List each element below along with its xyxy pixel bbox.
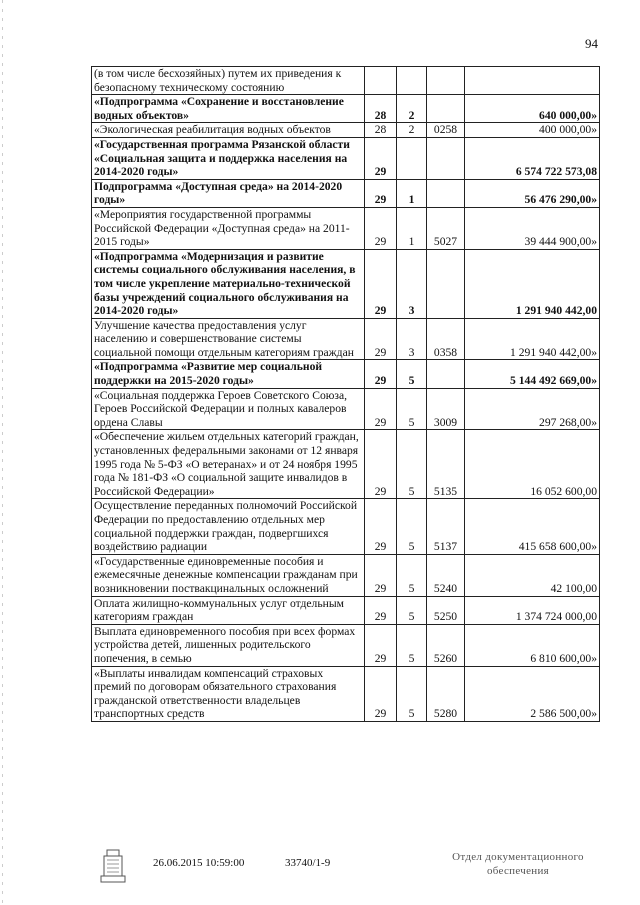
row-code: [427, 249, 465, 318]
row-amount: 1 291 940 442,00: [465, 249, 600, 318]
row-name: «Подпрограмма «Модернизация и развитие системы социального обслуживания населения, в том числе укрепление материально-технической базы учреждений социального обслуживания на 2014-2020 годы»: [92, 249, 365, 318]
row-chapter: 29: [365, 137, 397, 179]
row-chapter: 29: [365, 318, 397, 360]
row-code: 0358: [427, 318, 465, 360]
row-subprogram: 1: [397, 207, 427, 249]
row-subprogram: 2: [397, 95, 427, 123]
row-chapter: 29: [365, 360, 397, 388]
row-code: 5250: [427, 596, 465, 624]
row-name: Подпрограмма «Доступная среда» на 2014-2020 годы»: [92, 179, 365, 207]
table-row: [92, 137, 600, 179]
footer-datetime: 26.06.2015 10:59:00: [153, 857, 245, 869]
table-row: [92, 95, 600, 123]
table-row: [92, 554, 600, 596]
table-row: [92, 123, 600, 138]
row-amount: [465, 67, 600, 95]
row-code: 5135: [427, 430, 465, 499]
row-name: «Подпрограмма «Развитие мер социальной поддержки на 2015-2020 годы»: [92, 360, 365, 388]
row-subprogram: 3: [397, 318, 427, 360]
table-row: [92, 666, 600, 721]
row-subprogram: [397, 137, 427, 179]
row-chapter: 29: [365, 554, 397, 596]
row-code: 0258: [427, 123, 465, 138]
row-name: «Государственная программа Рязанской области «Социальная защита и поддержка населения на 2014-2020 годы»: [92, 137, 365, 179]
scan-margin: [2, 0, 3, 905]
row-name: Улучшение качества предоставления услуг населению и совершенствование системы социальной помощи отдельным категориям граждан: [92, 318, 365, 360]
row-code: 3009: [427, 388, 465, 430]
row-subprogram: 5: [397, 360, 427, 388]
row-name: «Выплаты инвалидам компенсаций страховых премий по договорам обязательного страхования гражданской ответственности владельцев транспортных средств: [92, 666, 365, 721]
row-subprogram: 5: [397, 666, 427, 721]
row-name: «Обеспечение жильем отдельных категорий граждан, установленных федеральными законами от 12 января 1995 года № 5-ФЗ «О ветеранах» и от 24 ноября 1995 года № 181-ФЗ «О социальной защите инвалидов в Российской Федерации»: [92, 430, 365, 499]
row-amount: 16 052 600,00: [465, 430, 600, 499]
row-amount: 42 100,00: [465, 554, 600, 596]
row-subprogram: 1: [397, 179, 427, 207]
row-name: «Подпрограмма «Сохранение и восстановление водных объектов»: [92, 95, 365, 123]
row-code: 5137: [427, 499, 465, 554]
page-number: 94: [585, 36, 598, 51]
row-subprogram: 5: [397, 499, 427, 554]
row-amount: 56 476 290,00»: [465, 179, 600, 207]
table-row: [92, 360, 600, 388]
row-amount: 6 810 600,00»: [465, 624, 600, 666]
row-chapter: 29: [365, 179, 397, 207]
row-code: [427, 67, 465, 95]
row-code: 5027: [427, 207, 465, 249]
table-row: [92, 67, 600, 95]
row-subprogram: 5: [397, 554, 427, 596]
row-name: Оплата жилищно-коммунальных услуг отдельным категориям граждан: [92, 596, 365, 624]
footer-doc-number: 33740/1-9: [285, 857, 331, 869]
row-subprogram: 5: [397, 624, 427, 666]
row-code: [427, 179, 465, 207]
row-chapter: 29: [365, 624, 397, 666]
table-row: [92, 207, 600, 249]
row-subprogram: 3: [397, 249, 427, 318]
row-name: «Экологическая реабилитация водных объектов: [92, 123, 365, 138]
row-name: Выплата единовременного пособия при всех формах устройства детей, лишенных родительского попечения, в семью: [92, 624, 365, 666]
row-name: «Государственные единовременные пособия и ежемесячные денежные компенсации гражданам при возникновении поствакцинальных осложнений: [92, 554, 365, 596]
budget-table: [91, 66, 600, 722]
row-code: 5280: [427, 666, 465, 721]
table-row: [92, 430, 600, 499]
row-code: 5240: [427, 554, 465, 596]
row-code: 5260: [427, 624, 465, 666]
row-subprogram: 5: [397, 388, 427, 430]
row-chapter: 29: [365, 207, 397, 249]
row-amount: 2 586 500,00»: [465, 666, 600, 721]
row-amount: 5 144 492 669,00»: [465, 360, 600, 388]
row-chapter: 28: [365, 123, 397, 138]
row-chapter: 29: [365, 596, 397, 624]
row-subprogram: [397, 67, 427, 95]
table-row: [92, 388, 600, 430]
row-name: «Социальная поддержка Героев Советского Союза, Героев Российской Федерации и полных кавалеров ордена Славы: [92, 388, 365, 430]
row-chapter: 29: [365, 499, 397, 554]
row-chapter: 28: [365, 95, 397, 123]
table-row: [92, 499, 600, 554]
row-name: (в том числе бесхозяйных) путем их приведения к безопасному техническому состоянию: [92, 67, 365, 95]
table-row: [92, 596, 600, 624]
row-name: Осуществление переданных полномочий Российской Федерации по предоставлению отдельных мер социальной поддержки граждан, подвергшихся воздействию радиации: [92, 499, 365, 554]
row-chapter: 29: [365, 249, 397, 318]
row-amount: 6 574 722 573,08: [465, 137, 600, 179]
table-row: [92, 318, 600, 360]
row-chapter: 29: [365, 388, 397, 430]
row-name: «Мероприятия государственной программы Российской Федерации «Доступная среда» на 2011-2015 годы»: [92, 207, 365, 249]
row-code: [427, 360, 465, 388]
row-amount: 415 658 600,00»: [465, 499, 600, 554]
stamp-line-1: Отдел документационного: [452, 851, 584, 863]
stamp-line-2: обеспечения: [486, 865, 550, 877]
row-subprogram: 2: [397, 123, 427, 138]
row-chapter: [365, 67, 397, 95]
table-row: [92, 624, 600, 666]
row-amount: 1 291 940 442,00»: [465, 318, 600, 360]
row-amount: 400 000,00»: [465, 123, 600, 138]
row-amount: 297 268,00»: [465, 388, 600, 430]
coat-of-arms-emblem: [98, 846, 128, 886]
row-subprogram: 5: [397, 430, 427, 499]
row-chapter: 29: [365, 666, 397, 721]
table-row: [92, 249, 600, 318]
row-amount: 39 444 900,00»: [465, 207, 600, 249]
row-amount: 640 000,00»: [465, 95, 600, 123]
table-row: [92, 179, 600, 207]
row-code: [427, 137, 465, 179]
footer-stamp: [418, 850, 618, 878]
row-code: [427, 95, 465, 123]
row-subprogram: 5: [397, 596, 427, 624]
row-chapter: 29: [365, 430, 397, 499]
row-amount: 1 374 724 000,00: [465, 596, 600, 624]
